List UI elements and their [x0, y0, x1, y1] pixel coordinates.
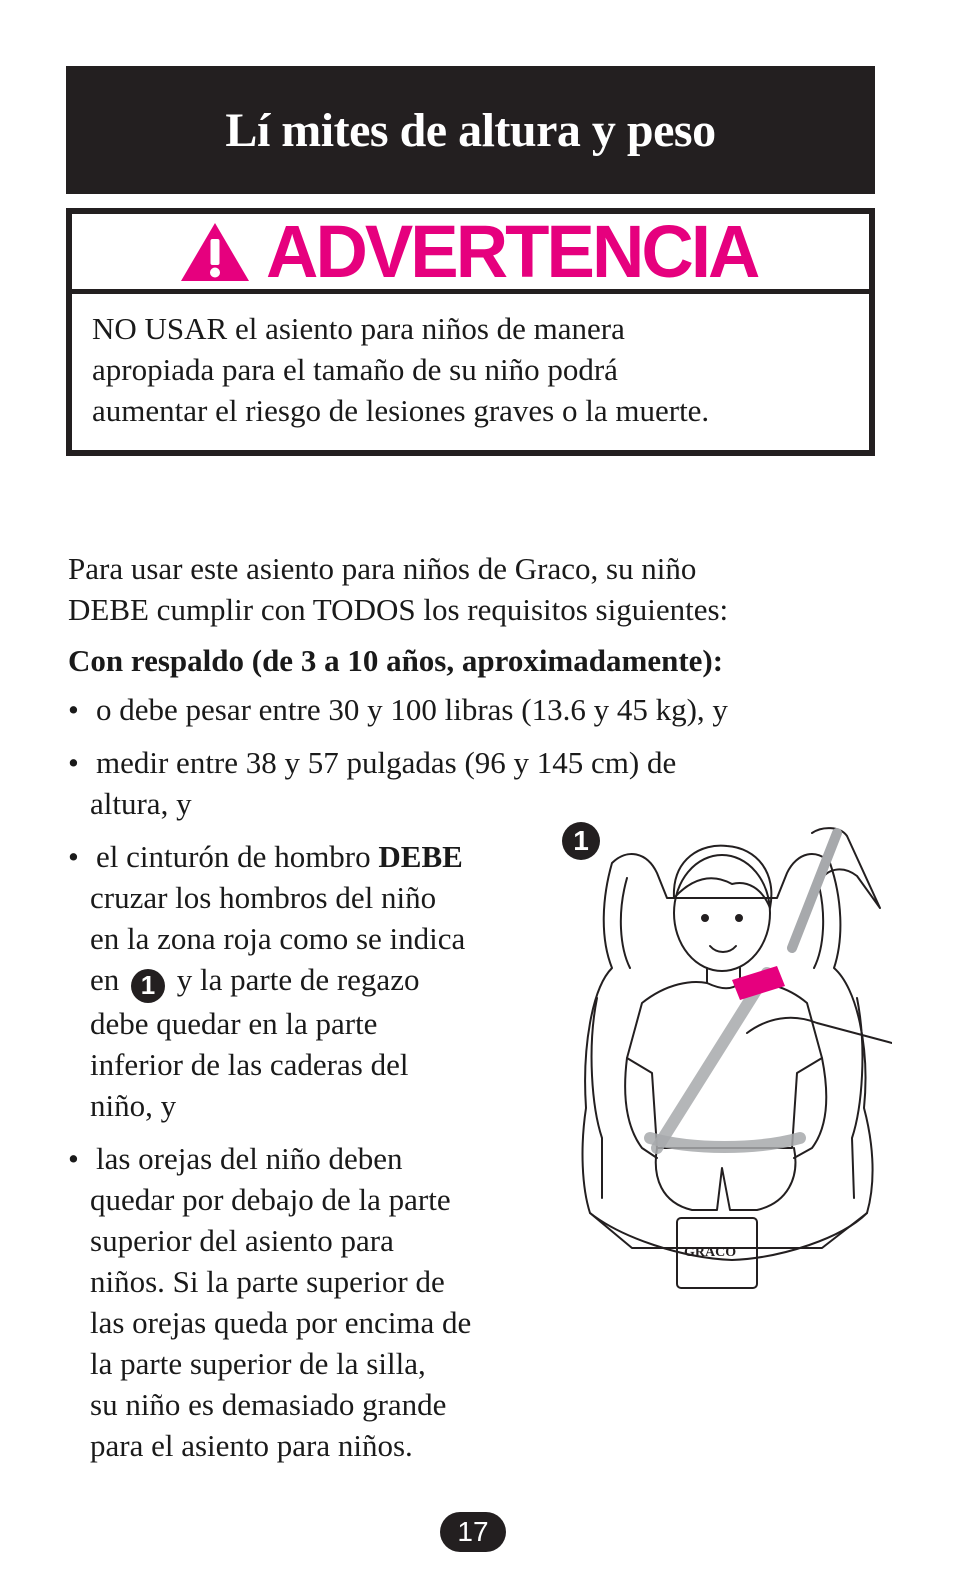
child-shirt [627, 982, 822, 1148]
warning-title: ADVERTENCIA [265, 209, 758, 293]
list-item [68, 836, 560, 1126]
bullet-text: las orejas del niño deben [96, 1140, 403, 1176]
bullet-text: superior del asiento para [90, 1222, 394, 1258]
bullet-text: inferior de las caderas del [90, 1046, 409, 1082]
warning-line: NO USAR el asiento para niños de manera [92, 311, 625, 346]
warning-line: apropiada para el tamaño de su niño podrá [92, 352, 618, 387]
bullet-text: su niño es demasiado grande [90, 1386, 447, 1422]
bullet-text: quedar por debajo de la parte [90, 1181, 451, 1217]
intro-line: DEBE cumplir con TODOS los requisitos siguientes: [68, 592, 729, 627]
page-title: Lí mites de altura y peso [225, 103, 716, 157]
child-eye-right [736, 915, 742, 921]
bullet-text: niño, y [90, 1087, 177, 1123]
subheading: Con respaldo (de 3 a 10 años, aproximadamente): [68, 643, 724, 678]
figure-ref-badge: 1 [131, 969, 165, 1003]
bullet-text: en la zona roja como se indica [90, 921, 466, 956]
bullet-text: el cinturón de hombro [96, 839, 371, 874]
intro-line: Para usar este asiento para niños de Graco, su niño [68, 551, 697, 586]
warning-title-bar [72, 209, 869, 293]
adult-hand-bottom [747, 1018, 892, 1043]
list-item [68, 1138, 560, 1466]
bullet-emphasis: DEBE [378, 839, 463, 874]
bullet-text: medir entre 38 y 57 pulgadas (96 y 145 cm) de [96, 745, 677, 780]
seat-inner [621, 878, 823, 968]
seat-wing-right [852, 998, 862, 1198]
child-eye-left [702, 915, 708, 921]
warning-box [66, 208, 875, 456]
bullet-text: cruzar los hombros del niño [90, 880, 437, 915]
warning-line: aumentar el riesgo de lesiones graves o la muerte. [92, 393, 710, 428]
bullet-icon: • [68, 692, 79, 727]
child-legs [656, 1148, 796, 1210]
seat-back [583, 854, 873, 1248]
child-head [674, 855, 770, 971]
warning-text [72, 294, 869, 450]
bullet-text: la parte superior de la silla, [90, 1345, 426, 1381]
bullet-text: las orejas queda por encima de [90, 1304, 472, 1340]
shoulder-belt [657, 973, 767, 1148]
bullet-text: para el asiento para niños. [90, 1427, 413, 1463]
booster-seat-illustration [572, 818, 892, 1298]
bullet-text: y la parte de regazo [176, 962, 420, 997]
bullet-text: debe quedar en la parte [90, 1005, 378, 1041]
lap-belt [650, 1138, 800, 1147]
page-header [66, 66, 875, 194]
bullet-text: en [90, 962, 120, 997]
child-mouth [710, 946, 736, 952]
page-number: 17 [440, 1512, 506, 1552]
bullet-icon: • [68, 839, 79, 874]
bullet-icon: • [68, 1140, 79, 1176]
list-item [68, 742, 898, 824]
bullet-text: niños. Si la parte superior de [90, 1263, 445, 1299]
bullet-icon: • [68, 745, 79, 780]
figure-number-badge: 1 [562, 822, 600, 860]
bullet-text: altura, y [90, 786, 192, 821]
warning-triangle-icon [179, 221, 251, 283]
bullet-text: o debe pesar entre 30 y 100 libras (13.6 y 45 kg), y [96, 692, 728, 727]
seat-wing-left [592, 998, 602, 1198]
belt-guide [792, 833, 837, 948]
list-item [68, 689, 898, 730]
seat-brand: GRACO [684, 1245, 737, 1260]
